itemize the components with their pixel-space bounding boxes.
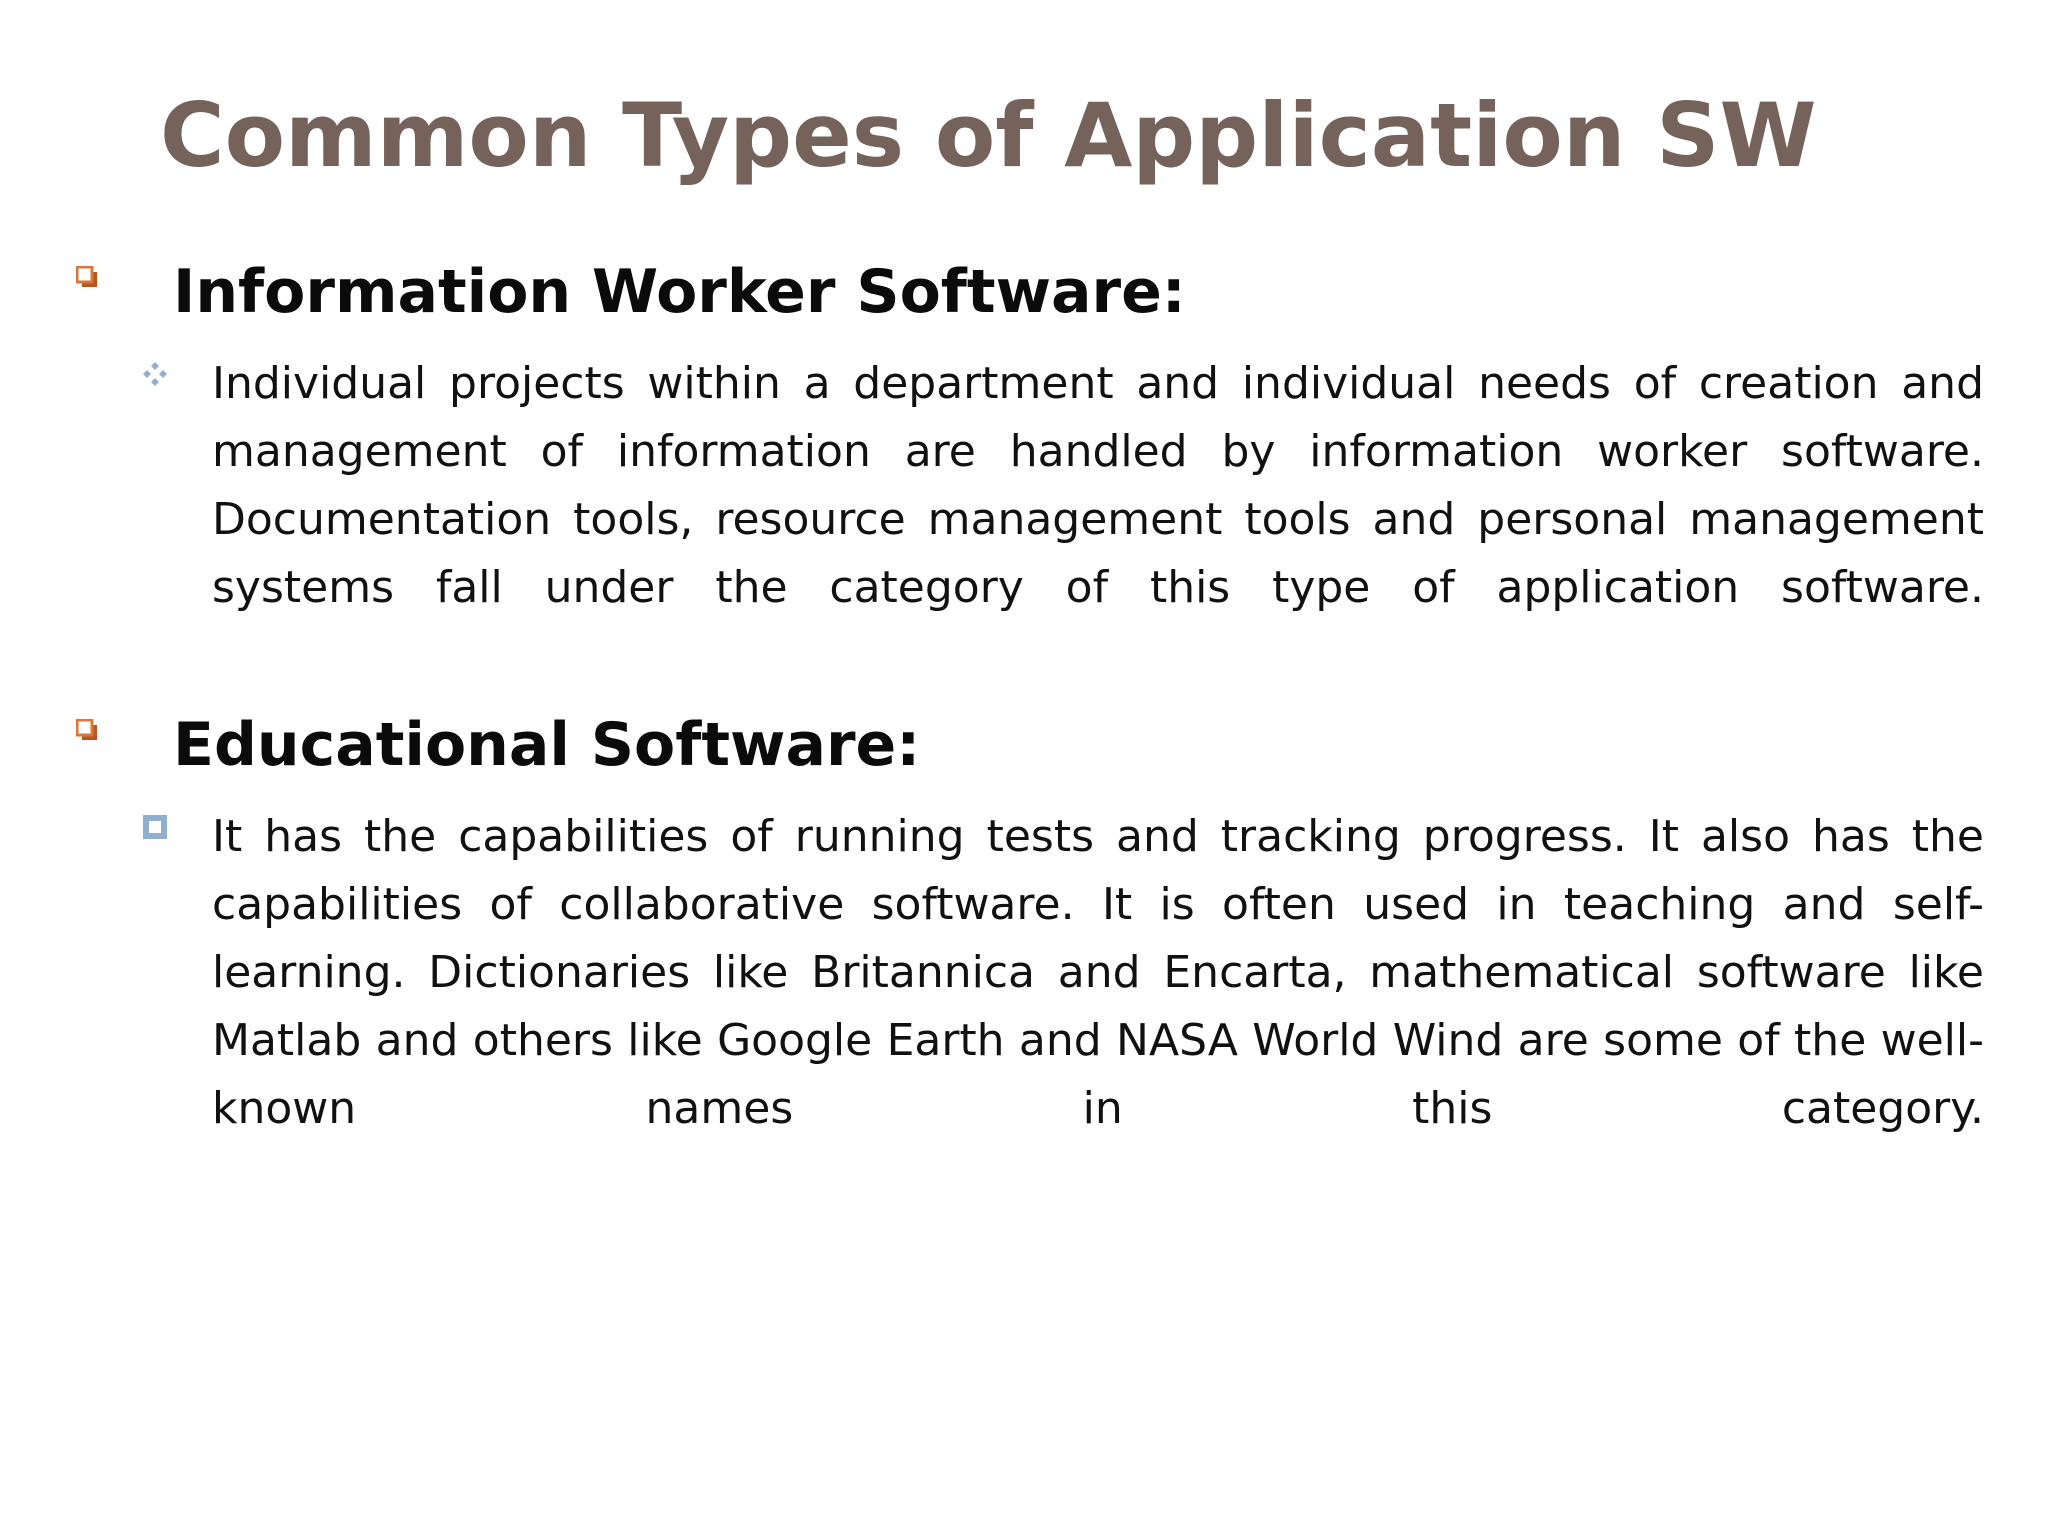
section-information-worker-software (0, 254, 2048, 622)
orange-square-bullet-icon (76, 719, 98, 741)
section-educational-software (0, 707, 2048, 1143)
section-heading-row (0, 254, 2048, 330)
list-item (0, 803, 2048, 1143)
slide-title: Common Types of Application SW (160, 84, 1817, 187)
list-item (0, 350, 2048, 622)
section-heading: Educational Software: (173, 710, 921, 780)
section-heading-row (0, 707, 2048, 783)
blue-square-bullet-icon (141, 813, 169, 841)
diamond-cluster-bullet-icon (141, 360, 169, 388)
paragraph-text: Individual projects within a department and individual needs of creation and management of information are handled by information worker software. Documentation tools, resource management tools and personal management systems fall under the category of this type of application software. (212, 358, 1984, 613)
orange-square-bullet-icon (76, 266, 98, 288)
paragraph-text: It has the capabilities of running tests and tracking progress. It also has the capabilities of collaborative software. It is often used in teaching and self-learning. Dictionaries like Britannica and Encarta, mathematical software like Matlab and others like Google Earth and NASA World Wind are some of the well-known names in this category. (212, 811, 1984, 1134)
section-heading: Information Worker Software: (173, 257, 1186, 327)
